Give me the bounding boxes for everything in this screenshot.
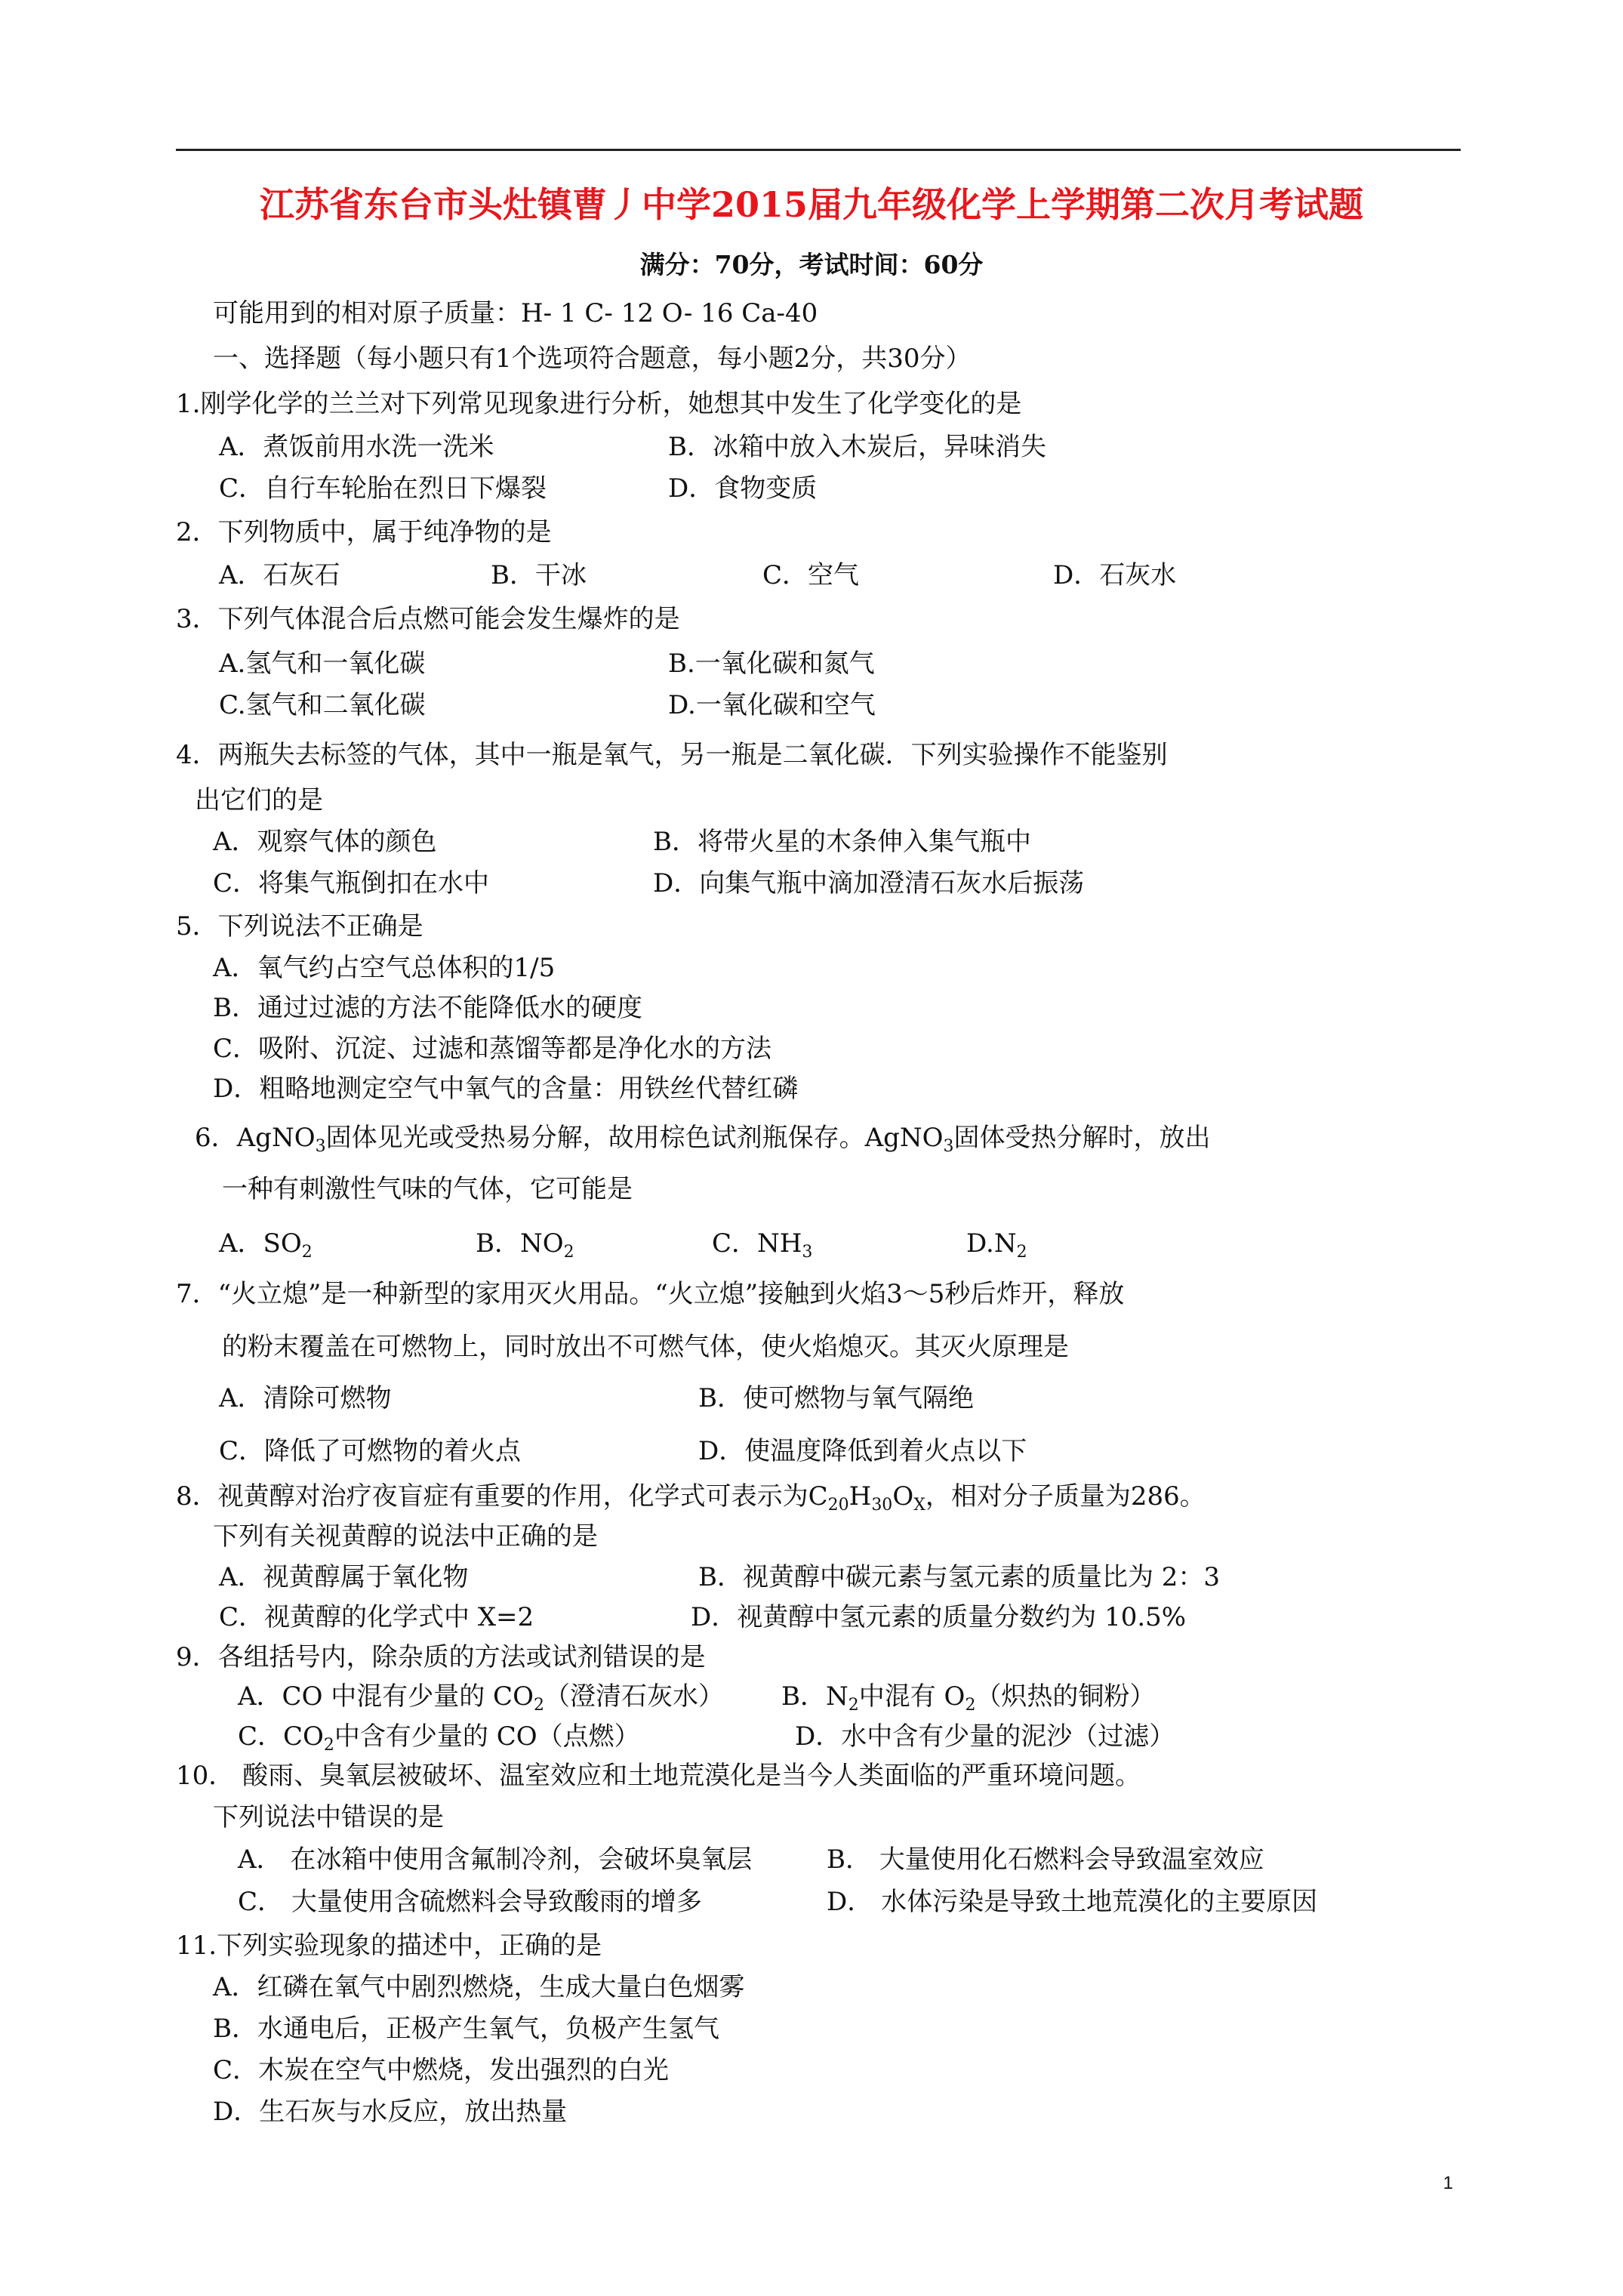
question-8-option-d: D．视黄醇中氢元素的质量分数约为 10.5% <box>691 1602 1187 1632</box>
question-5-option-c: C．吸附、沉淀、过滤和蒸馏等都是净化水的方法 <box>213 1034 772 1064</box>
question-6-option-d: $D.N_2$ <box>966 1228 1027 1262</box>
question-1-stem: 1.刚学化学的兰兰对下列常见现象进行分析，她想其中发生了化学变化的是 <box>176 389 1022 419</box>
question-9-option-d: D．水中含有少量的泥沙（过滤） <box>795 1721 1175 1752</box>
question-8-option-b: B．视黄醇中碳元素与氢元素的质量比为 2：3 <box>698 1562 1221 1592</box>
question-8-option-a: A．视黄醇属于氧化物 <box>219 1562 469 1592</box>
question-10-stem-line2: 下列说法中错误的是 <box>213 1802 444 1832</box>
question-3-option-d: D.一氧化碳和空气 <box>668 690 876 720</box>
question-1-option-d: D．食物变质 <box>668 473 818 504</box>
question-9-option-b: B．$N_2$中混有 $O_2$（炽热的铜粉） <box>781 1681 1156 1715</box>
question-2-option-d: D．石灰水 <box>1053 560 1177 590</box>
question-7-stem-line2: 的粉末覆盖在可燃物上，同时放出不可燃气体，使火焰熄灭。其灭火原理是 <box>222 1332 1069 1362</box>
question-8-stem-line2: 下列有关视黄醇的说法中正确的是 <box>213 1521 598 1552</box>
question-9-option-c: C．$CO_2$中含有少量的 CO（点燃） <box>238 1721 640 1755</box>
question-3-stem: 3．下列气体混合后点燃可能会发生爆炸的是 <box>176 604 680 634</box>
question-4-option-a: A．观察气体的颜色 <box>213 827 437 857</box>
question-11-option-b: B．水通电后，正极产生氧气，负极产生氢气 <box>213 2014 719 2044</box>
question-9-option-a: A．CO 中混有少量的 $CO_2$（澄清石灰水） <box>238 1681 724 1715</box>
question-11-stem: 11.下列实验现象的描述中，正确的是 <box>176 1931 602 1961</box>
question-2-option-a: A．石灰石 <box>219 560 340 590</box>
question-4-option-d: D．向集气瓶中滴加澄清石灰水后振荡 <box>653 868 1085 898</box>
question-1-option-b: B．冰箱中放入木炭后，异味消失 <box>668 432 1046 462</box>
question-4-stem-line1: 4．两瓶失去标签的气体，其中一瓶是氧气，另一瓶是二氧化碳．下列实验操作不能鉴别 <box>176 740 1168 770</box>
question-3-option-a: A.氢气和一氧化碳 <box>219 649 426 679</box>
question-3-option-b: B.一氧化碳和氮气 <box>668 649 875 679</box>
question-8-option-c: C．视黄醇的化学式中 X=2 <box>219 1602 534 1632</box>
question-10-option-b: B． 大量使用化石燃料会导致温室效应 <box>827 1845 1264 1875</box>
question-4-option-c: C．将集气瓶倒扣在水中 <box>213 868 490 898</box>
question-6-option-b: B．$NO_2$ <box>476 1228 574 1262</box>
question-5-stem: 5．下列说法不正确是 <box>176 911 423 942</box>
question-1-option-c: C．自行车轮胎在烈日下爆裂 <box>219 473 547 504</box>
question-3-option-c: C.氢气和二氧化碳 <box>219 690 426 720</box>
question-10-option-a: A． 在冰箱中使用含氟制冷剂，会破坏臭氧层 <box>238 1845 753 1875</box>
question-10-stem-line1: 10． 酸雨、臭氧层被破坏、温室效应和土地荒漠化是当今人类面临的严重环境问题。 <box>176 1761 1141 1791</box>
question-2-option-b: B．干冰 <box>491 560 587 590</box>
page-number: 1 <box>1443 2173 1453 2193</box>
question-10-option-d: D． 水体污染是导致土地荒漠化的主要原因 <box>827 1887 1318 1917</box>
exam-subtitle: 满分：70分，考试时间：60分 <box>639 250 984 279</box>
question-10-option-c: C． 大量使用含硫燃料会导致酸雨的增多 <box>238 1887 702 1917</box>
question-7-option-c: C．降低了可燃物的着火点 <box>219 1436 522 1466</box>
section-heading: 一、选择题（每小题只有1个选项符合题意，每小题2分，共30分） <box>213 344 972 374</box>
question-2-stem: 2．下列物质中，属于纯净物的是 <box>176 517 552 547</box>
question-11-option-d: D．生石灰与水反应，放出热量 <box>213 2097 568 2127</box>
question-11-option-a: A．红磷在氧气中剧烈燃烧，生成大量白色烟雾 <box>213 1972 745 2002</box>
question-8-stem-line1: 8．视黄醇对治疗夜盲症有重要的作用，化学式可表示为$C_{20}H_{30}O_X$，相对分子质量为286。 <box>176 1481 1206 1515</box>
question-7-option-b: B．使可燃物与氧气隔绝 <box>698 1383 974 1413</box>
question-11-option-c: C．木炭在空气中燃烧，发出强烈的白光 <box>213 2055 670 2085</box>
question-6-option-c: C．$NH_3$ <box>712 1228 813 1262</box>
question-1-option-a: A．煮饭前用水洗一洗米 <box>219 432 494 462</box>
header-rule <box>176 149 1461 151</box>
question-5-option-d: D．粗略地测定空气中氧气的含量：用铁丝代替红磷 <box>213 1074 799 1104</box>
question-7-option-a: A．清除可燃物 <box>219 1383 392 1413</box>
question-7-option-d: D．使温度降低到着火点以下 <box>698 1436 1027 1466</box>
question-6-stem-line1: 6．AgNO$_3$固体见光或受热易分解，故用棕色试剂瓶保存。AgNO$_3$固体受热分解时，放出 <box>195 1123 1211 1156</box>
question-6-option-a: A．$SO_2$ <box>219 1228 313 1262</box>
exam-title: 江苏省东台市头灶镇曹丿中学2015届九年级化学上学期第二次月考试题 <box>259 184 1364 225</box>
question-6-stem-line2: 一种有刺激性气味的气体，它可能是 <box>222 1174 633 1204</box>
atomic-masses: 可能用到的相对原子质量：H- 1 C- 12 O- 16 Ca-40 <box>213 298 818 328</box>
question-5-option-b: B．通过过滤的方法不能降低水的硬度 <box>213 993 642 1023</box>
question-4-option-b: B．将带火星的木条伸入集气瓶中 <box>653 827 1031 857</box>
question-5-option-a: A．氧气约占空气总体积的1/5 <box>213 953 556 983</box>
question-7-stem-line1: 7．“火立熄”是一种新型的家用灭火用品。“火立熄”接触到火焰3～5秒后炸开，释放 <box>176 1279 1125 1309</box>
question-9-stem: 9．各组括号内，除杂质的方法或试剂错误的是 <box>176 1642 706 1672</box>
question-2-option-c: C．空气 <box>762 560 860 590</box>
question-4-stem-line2: 出它们的是 <box>195 785 323 815</box>
